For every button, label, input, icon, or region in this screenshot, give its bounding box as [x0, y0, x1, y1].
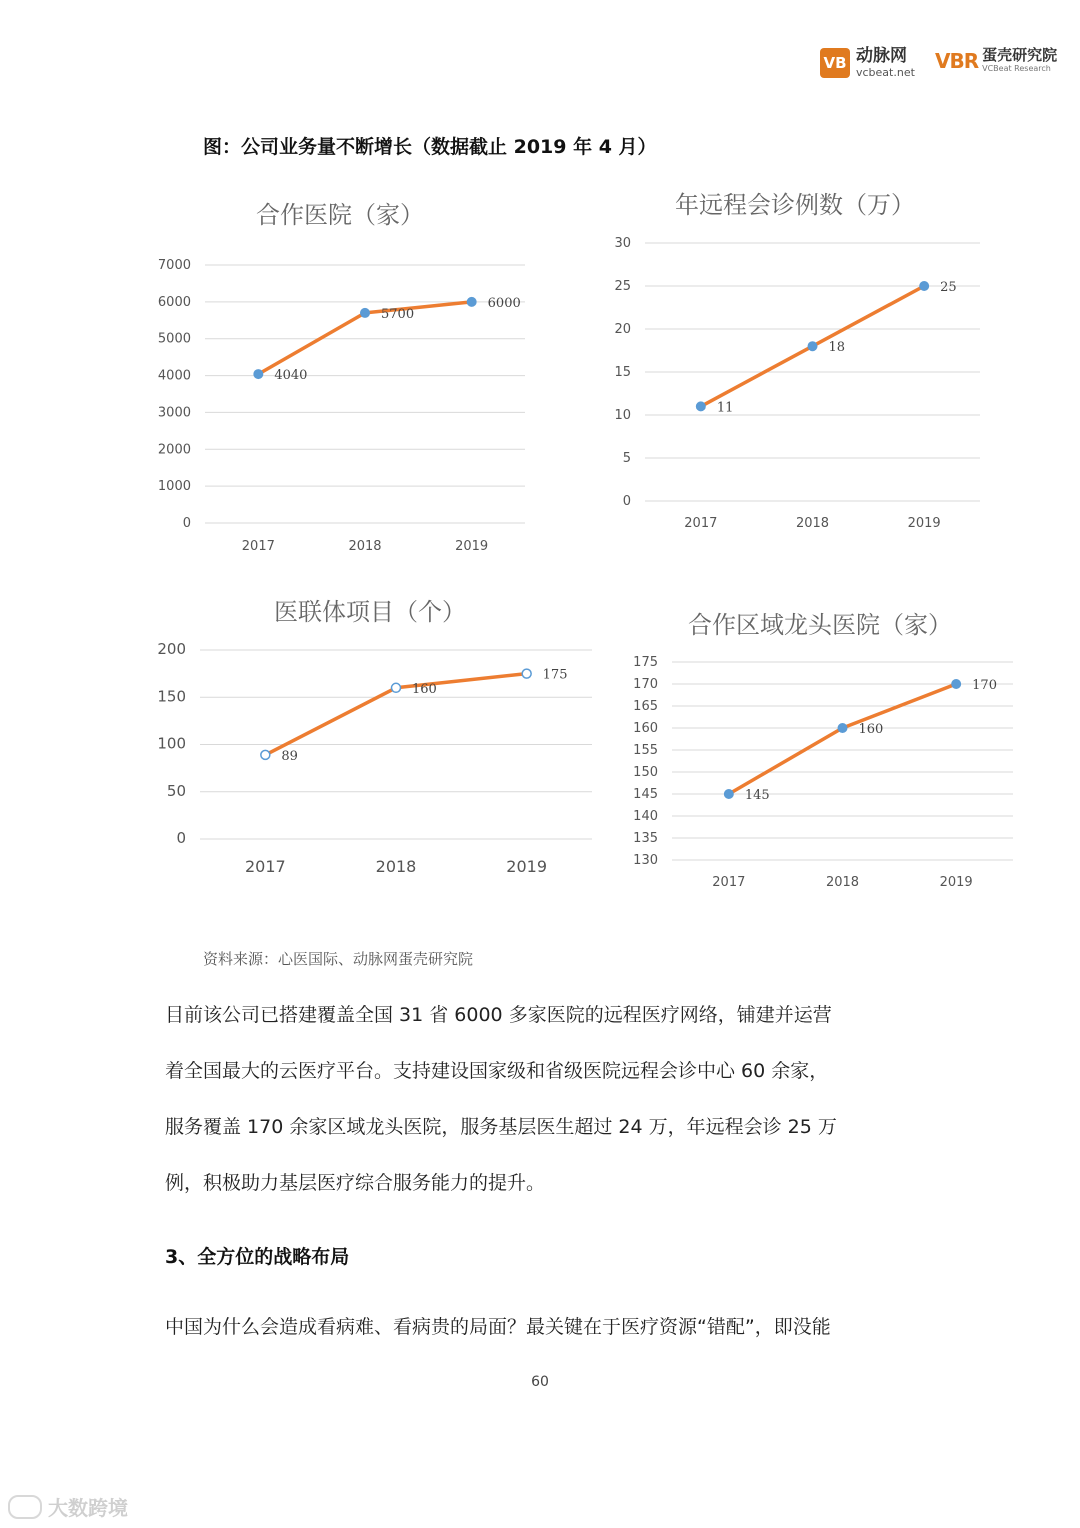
- y-tick-label: 175: [633, 655, 658, 670]
- y-tick-label: 10: [614, 408, 631, 423]
- chart-title: 合作区域龙头医院（家）: [688, 611, 952, 639]
- data-label: 5700: [381, 306, 415, 322]
- vbr-logo-sub: VCBeat Research: [982, 64, 1051, 73]
- x-category-label: 2018: [825, 875, 860, 890]
- y-tick-label: 145: [633, 787, 658, 802]
- y-tick-label: 5: [622, 451, 631, 466]
- series-line: [729, 684, 956, 794]
- data-label: 89: [281, 748, 298, 764]
- paragraph-line: 中国为什么会造成看病难、看病贵的局面？最关键在于医疗资源“错配”，即没能: [165, 1316, 831, 1338]
- y-tick-label: 1000: [157, 479, 191, 495]
- section-heading: 3、全方位的战略布局: [165, 1246, 350, 1268]
- x-category-label: 2019: [506, 857, 548, 876]
- y-tick-label: 130: [633, 853, 658, 868]
- paragraph-line: 目前该公司已搭建覆盖全国 31 省 6000 多家医院的远程医疗网络，铺建并运营: [165, 1004, 832, 1026]
- y-tick-label: 150: [633, 765, 658, 780]
- y-tick-label: 0: [622, 494, 631, 509]
- data-point: [920, 282, 929, 291]
- data-point: [696, 402, 705, 411]
- x-category-label: 2017: [244, 857, 286, 876]
- watermark: [8, 1492, 128, 1521]
- y-tick-label: 25: [614, 279, 631, 294]
- data-label: 18: [828, 340, 846, 356]
- y-tick-label: 135: [633, 831, 658, 846]
- vbr-logo-mark: VBR: [935, 48, 979, 73]
- chart-remote-consultations: [590, 175, 1000, 545]
- data-point: [361, 308, 370, 317]
- data-point: [808, 342, 817, 351]
- x-category-label: 2017: [684, 516, 718, 531]
- chart-title: 合作医院（家）: [256, 201, 424, 229]
- x-category-label: 2018: [795, 516, 830, 531]
- data-point: [838, 724, 847, 733]
- vcbeat-logo: [820, 48, 915, 78]
- x-category-label: 2017: [241, 539, 275, 554]
- source-note: 资料来源：心医国际、动脉网蛋壳研究院: [203, 950, 474, 968]
- chart-svg: [610, 595, 1030, 905]
- data-label: 6000: [487, 295, 521, 311]
- y-tick-label: 15: [614, 365, 631, 380]
- y-tick-label: 100: [157, 734, 186, 753]
- chart-partner-hospitals: [140, 185, 540, 565]
- y-tick-label: 150: [157, 687, 186, 706]
- x-category-label: 2019: [907, 516, 941, 531]
- chart-svg: [140, 185, 540, 565]
- chart-svg: [140, 585, 605, 895]
- chart-regional-leading-hospitals: [610, 595, 1030, 905]
- data-point: [952, 680, 961, 689]
- data-label: 160: [858, 722, 884, 737]
- y-tick-label: 170: [633, 677, 658, 692]
- data-point: [392, 683, 401, 692]
- y-tick-label: 30: [614, 236, 631, 251]
- y-tick-label: 6000: [157, 294, 191, 310]
- x-category-label: 2018: [375, 857, 417, 876]
- data-label: 25: [940, 280, 957, 295]
- x-category-label: 2017: [712, 875, 746, 890]
- data-point: [261, 750, 270, 759]
- vcbeat-research-logo: [935, 48, 1057, 73]
- x-category-label: 2019: [455, 539, 489, 554]
- y-tick-label: 165: [633, 699, 658, 714]
- watermark-text: 大数跨境: [48, 1496, 128, 1520]
- y-tick-label: 5000: [157, 331, 191, 347]
- data-point: [467, 297, 476, 306]
- x-category-label: 2019: [939, 875, 973, 890]
- chart-title: 医联体项目（个）: [274, 598, 466, 626]
- y-tick-label: 3000: [157, 405, 191, 421]
- body-paragraph-2: [165, 1299, 925, 1355]
- paragraph-line: 着全国最大的云医疗平台。支持建设国家级和省级医院远程会诊中心 60 余家，: [165, 1060, 829, 1082]
- data-point: [724, 790, 733, 799]
- data-label: 4040: [274, 368, 308, 384]
- data-label: 175: [542, 667, 568, 683]
- paragraph-line: 例，积极助力基层医疗综合服务能力的提升。: [165, 1172, 546, 1194]
- vcbeat-logo-name: 动脉网: [856, 46, 907, 66]
- data-point: [522, 669, 531, 678]
- data-point: [254, 370, 263, 379]
- y-tick-label: 155: [633, 743, 658, 758]
- y-tick-label: 50: [166, 781, 186, 800]
- y-tick-label: 4000: [157, 368, 191, 384]
- vbr-logo-name: 蛋壳研究院: [982, 46, 1058, 64]
- chart-svg: [590, 175, 1000, 545]
- paragraph-line: 服务覆盖 170 余家区域龙头医院，服务基层医生超过 24 万，年远程会诊 25 万: [165, 1116, 837, 1138]
- data-label: 160: [412, 681, 437, 697]
- y-tick-label: 0: [176, 829, 186, 847]
- watermark-icon: [8, 1495, 42, 1519]
- vcbeat-logo-url: vcbeat.net: [856, 66, 915, 79]
- y-tick-label: 160: [633, 721, 658, 736]
- figure-title: 图：公司业务量不断增长（数据截止 2019 年 4 月）: [203, 136, 657, 158]
- data-label: 170: [972, 678, 997, 693]
- y-tick-label: 7000: [157, 258, 191, 273]
- data-label: 11: [716, 400, 734, 416]
- chart-medical-alliance-projects: [140, 585, 605, 895]
- y-tick-label: 140: [633, 809, 658, 824]
- vcbeat-logo-icon: VB: [820, 48, 850, 78]
- page-number: 60: [531, 1374, 549, 1390]
- x-category-label: 2018: [348, 539, 382, 554]
- body-paragraph-1: [165, 987, 925, 1211]
- y-tick-label: 20: [614, 322, 631, 337]
- data-label: 145: [744, 788, 770, 803]
- y-tick-label: 2000: [157, 442, 191, 458]
- y-tick-label: 200: [157, 640, 186, 658]
- y-tick-label: 0: [182, 516, 191, 531]
- chart-title: 年远程会诊例数（万）: [675, 191, 915, 219]
